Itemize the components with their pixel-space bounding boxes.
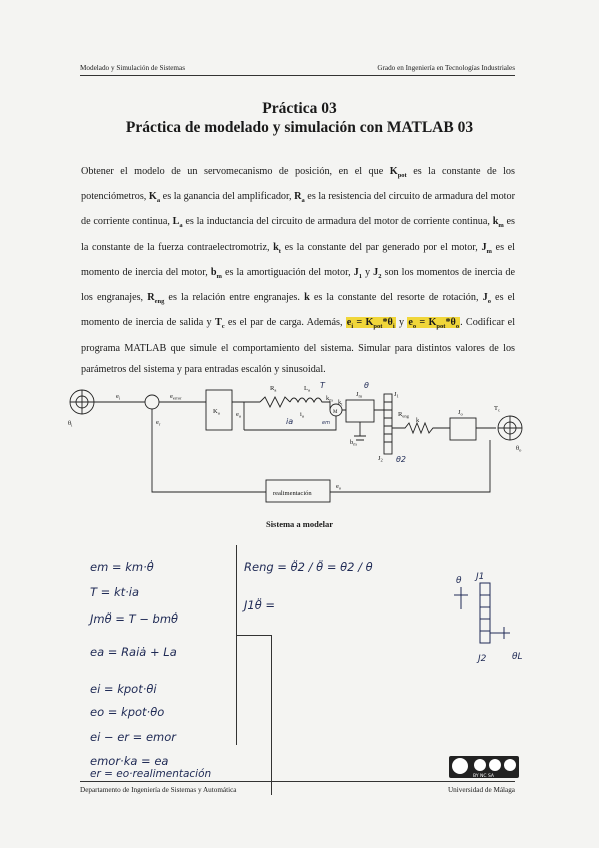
symbol: J: [482, 292, 488, 304]
symbol-sub: a: [301, 197, 305, 205]
symbol-sub: pot: [397, 172, 407, 180]
label-km: $k_m$: [326, 395, 333, 403]
handwritten-note: Reng = θ̈2 / θ̈ = θ2 / θ: [244, 560, 373, 574]
symbol: = K: [416, 317, 437, 329]
text-segment: son los momentos de inercia de los engranajes,: [81, 266, 516, 304]
creative-commons-badge: [449, 756, 519, 778]
symbol: k: [492, 216, 499, 228]
text-segment: es la inductancia del circuito de armadura del motor de corriente continua,: [182, 216, 493, 228]
sketch-theta: θ: [456, 576, 462, 586]
symbol-sub: o: [412, 323, 417, 331]
label-jo: $J_o$: [458, 409, 463, 417]
footer-rule: [80, 781, 515, 782]
highlighted-equation-ei: [346, 317, 396, 331]
symbol-sub: c: [221, 323, 225, 331]
symbol: e: [408, 317, 413, 329]
sketch-theta-l: θL: [512, 652, 523, 662]
annotation-em: em: [322, 420, 330, 426]
handwritten-note: em = km·θ̇: [90, 560, 154, 574]
text-segment: es la ganancia del amplificador,: [160, 191, 295, 203]
handwritten-divider: [236, 635, 271, 636]
practice-number-title: Práctica 03: [262, 100, 337, 117]
text-segment: Obtener el modelo de un servomecanismo de posición, en el que: [81, 166, 390, 177]
label-feedback: realimentación: [273, 490, 312, 497]
handwritten-note: ei − er = emor: [90, 730, 177, 744]
text-segment: . Codificar el programa MATLAB que simule el comportamiento del sistema. Simular para distintos valores de los parámetros del sistema y para entradas escalón y sinusoidal.: [81, 317, 516, 375]
practice-title: Práctica de modelado y simulación con MATLAB 03: [125, 119, 474, 136]
label-ea: $e_a$: [236, 411, 241, 419]
label-ei: $e_i$: [116, 393, 121, 401]
header-rule: [80, 75, 515, 76]
symbol: R: [294, 191, 302, 203]
symbol-sub: pot: [436, 323, 446, 331]
label-er: $e_r$: [156, 419, 161, 427]
symbol: *θ: [445, 317, 456, 329]
label-theta-i: $\theta_i$: [68, 420, 73, 428]
handwritten-note: T = kt·ia: [90, 585, 140, 599]
symbol: L: [172, 216, 180, 228]
label-ka: $K_a$: [213, 408, 220, 416]
output-inertia-jo: [450, 418, 476, 440]
problem-statement: [81, 161, 515, 380]
symbol-sub: a: [156, 197, 161, 205]
annotation-ia: ia: [286, 417, 294, 426]
motor-inertia-jm: [346, 400, 374, 422]
handwritten-note: Jmθ̈ = T − bmθ̇: [90, 612, 179, 626]
inductor-la: [290, 398, 328, 402]
symbol: T: [214, 317, 222, 329]
header-degree: Grado en Ingeniería en Tecnologías Industriales: [377, 64, 515, 72]
handwritten-note: emor·ka = ea: [90, 754, 169, 768]
symbol: J: [353, 266, 359, 278]
annotation-theta2: θ2: [396, 455, 406, 464]
symbol-sub: pot: [373, 323, 383, 331]
handwritten-note: ei = kpot·θi: [90, 682, 157, 696]
text-segment: es la constante de la fuerza contraelectromotriz,: [81, 216, 515, 253]
rotational-spring: [392, 423, 450, 433]
text-segment: es la amortiguación del motor,: [221, 266, 354, 278]
handwritten-divider: [271, 635, 272, 795]
symbol-sub: t: [278, 247, 281, 255]
label-j2: $J_2$: [378, 455, 383, 463]
text-segment: es la relación entre engranajes.: [164, 292, 305, 304]
symbol-sub: m: [498, 222, 504, 230]
symbol-sub: 2: [378, 272, 382, 280]
symbol-sub: a: [179, 222, 183, 230]
handwritten-note: er = eo·realimentación: [90, 768, 212, 780]
symbol: k: [273, 241, 279, 253]
text-segment: es la constante del resorte de rotación,: [309, 292, 483, 304]
text-segment: es el momento de inercia del motor,: [81, 241, 515, 278]
label-k: k: [416, 417, 420, 424]
handwritten-note: ea = Raiȧ + La: [90, 645, 177, 659]
handwritten-note: eo = kpot·θo: [90, 705, 165, 719]
symbol: *θ: [382, 317, 393, 329]
label-theta-o: $\theta_o$: [516, 445, 522, 453]
footer-university: Universidad de Málaga: [447, 786, 515, 794]
text-segment: es el momento de inercia de salida y: [81, 292, 516, 329]
label-ia: $i_a$: [300, 411, 304, 419]
resistor-ra: [260, 397, 290, 407]
symbol: J: [373, 266, 379, 278]
text-segment: es la constante del par generado por el motor,: [280, 241, 482, 253]
handwritten-note: J1θ̈ =: [244, 598, 276, 612]
handwritten-gear-sketch: [440, 565, 550, 665]
label-la: $L_a$: [304, 385, 310, 393]
symbol-sub: i: [351, 323, 354, 331]
symbol: K: [389, 166, 398, 177]
symbol-sub: 1: [358, 272, 362, 280]
footer-department: Departamento de Ingeniería de Sistemas y Automática: [80, 786, 237, 794]
text-segment: y: [361, 266, 374, 278]
summing-junction: [145, 395, 159, 409]
label-motor: M: [333, 410, 338, 415]
symbol-sub: m: [216, 272, 222, 280]
text-segment: es el par de carga. Además,: [224, 317, 346, 329]
servomechanism-diagram: [60, 380, 540, 510]
symbol: R: [147, 292, 155, 304]
symbol: e: [346, 317, 352, 329]
label-eerror: $e_{error}$: [170, 393, 182, 401]
figure-caption: Sistema a modelar: [265, 519, 334, 529]
symbol-sub: i: [392, 323, 395, 331]
label-eo: $e_o$: [336, 483, 342, 491]
annotation-theta: θ: [364, 381, 369, 390]
header-course: Modelado y Simulación de Sistemas: [80, 64, 186, 72]
symbol-sub: o: [487, 298, 491, 306]
symbol: K: [148, 191, 157, 203]
label-bm: $b_m$: [350, 439, 357, 447]
label-kt: $k_t$: [338, 399, 343, 407]
label-ra: $R_a$: [270, 385, 277, 393]
label-jm: $J_m$: [356, 391, 363, 399]
symbol: b: [210, 266, 217, 278]
sketch-j2: J2: [478, 654, 487, 664]
highlighted-equation-eo: [407, 317, 460, 331]
label-reng: $R_{eng}$: [398, 411, 409, 419]
annotation-torque: T: [320, 381, 325, 390]
symbol: J: [481, 241, 487, 253]
sketch-j1: J1: [476, 572, 485, 582]
symbol-sub: eng: [154, 298, 165, 306]
symbol-sub: o: [455, 323, 460, 331]
symbol-sub: m: [486, 247, 492, 255]
text-segment: es la constante de los potenciómetros,: [81, 166, 515, 203]
label-j1: $J_1$: [394, 391, 399, 399]
symbol: k: [304, 292, 310, 304]
text-segment: es la resistencia del circuito de armadura del motor de corriente continua,: [81, 191, 515, 228]
gear-j1-j2: [384, 394, 392, 454]
handwritten-divider: [236, 545, 237, 745]
text-segment: y: [395, 317, 408, 329]
symbol: = K: [353, 317, 374, 329]
label-tc: $T_c$: [494, 405, 500, 413]
license-label: BY NC SA: [473, 774, 494, 778]
